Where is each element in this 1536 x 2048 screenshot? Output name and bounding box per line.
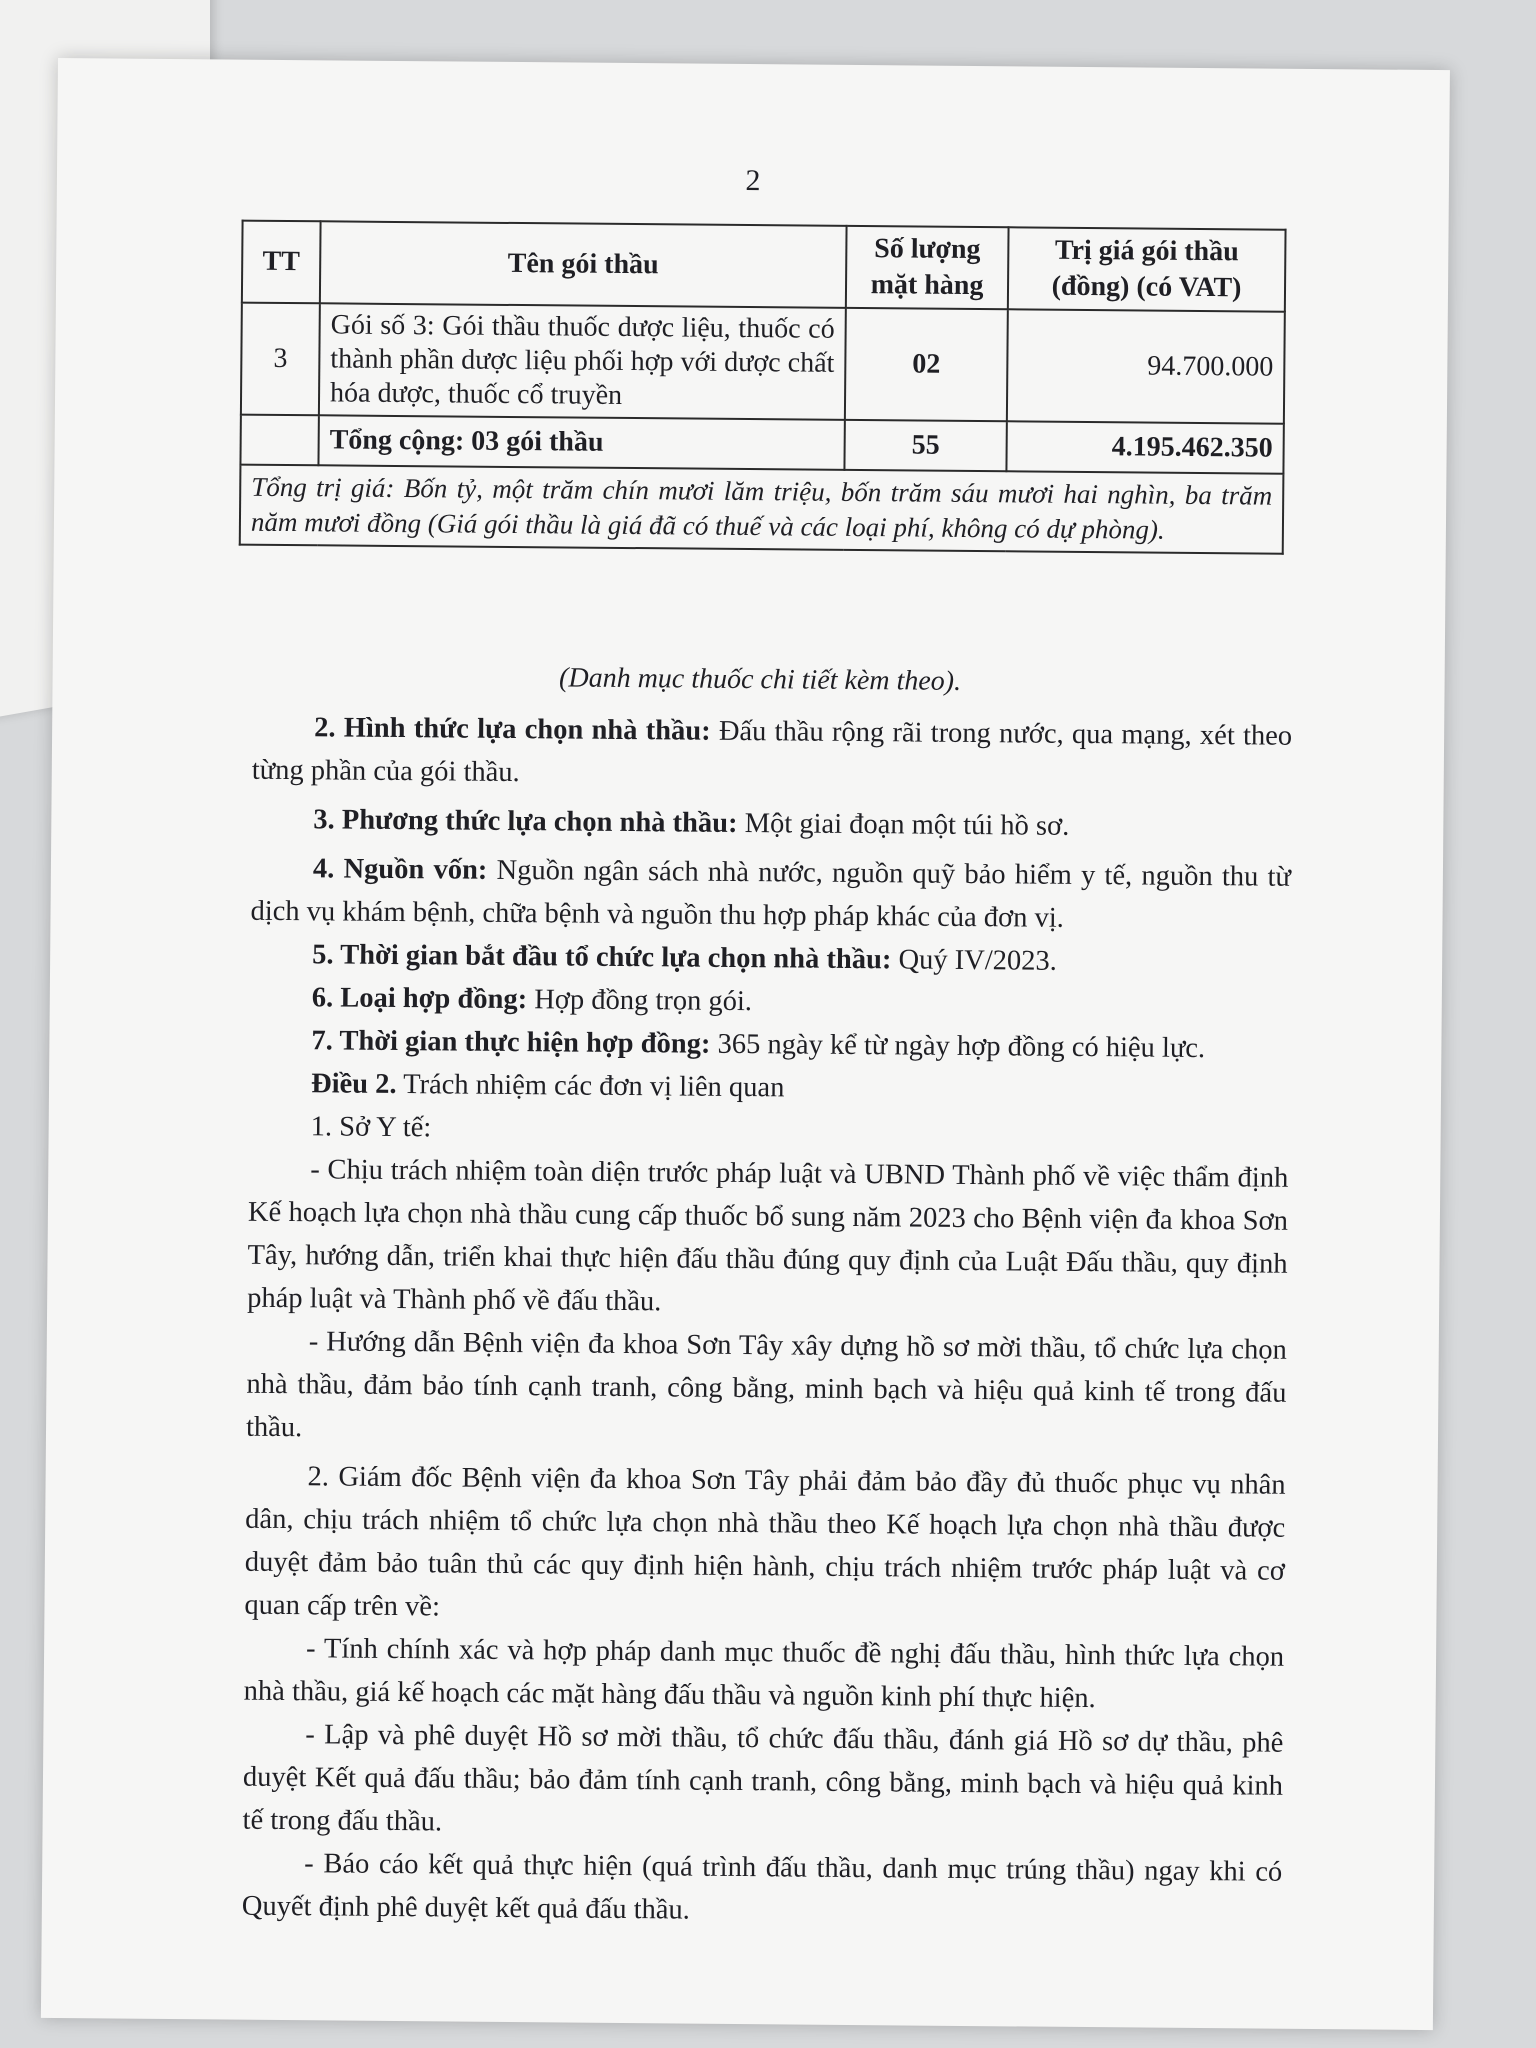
table-note-row bbox=[240, 465, 1284, 554]
total-label: Tổng cộng: 03 gói thầu bbox=[318, 415, 844, 470]
row-name: Gói số 3: Gói thầu thuốc dược liệu, thuốc có thành phần dược liệu phối hợp với dược chất hóa dược, thuốc cổ truyền bbox=[319, 303, 846, 420]
paragraph: - Chịu trách nhiệm toàn diện trước pháp luật và UBND Thành phố về việc thẩm định Kế hoạch lựa chọn nhà thầu cung cấp thuốc bổ sung năm 2023 cho Bệnh viện đa khoa Sơn Tây, hướng dẫn, triển khai thực hiện đấu thầu đúng quy định của Luật Đấu thầu, quy định pháp luật và Thành phố về đấu thầu. bbox=[247, 1154, 1289, 1318]
section-label: 6. Loại hợp đồng: bbox=[311, 982, 528, 1016]
paragraph: - Lập và phê duyệt Hồ sơ mời thầu, tổ chức đấu thầu, đánh giá Hồ sơ dự thầu, phê duyệt Kết quả đấu thầu; bảo đảm tính cạnh tranh, công bằng, minh bạch và hiệu quả kinh tế trong đấu thầu. bbox=[242, 1719, 1284, 1838]
section-text: 365 ngày kể từ ngày hợp đồng có hiệu lực. bbox=[710, 1028, 1206, 1065]
table-header-row bbox=[242, 221, 1286, 312]
table-row bbox=[241, 303, 1285, 424]
total-qty: 55 bbox=[844, 420, 1006, 471]
article-label: Điều 2. bbox=[310, 1068, 397, 1100]
table-total-row bbox=[240, 415, 1283, 474]
section-text: Hợp đồng trọn gói. bbox=[527, 984, 753, 1018]
section-2 bbox=[252, 706, 1293, 801]
total-note: Tổng trị giá: Bốn tỷ, một trăm chín mươi lăm triệu, bốn trăm sáu mươi hai nghìn, ba trăm năm mươi đồng (Giá gói thầu là giá đã có thuế và các loại phí, không có dự phòng). bbox=[240, 465, 1284, 554]
bid-package-table bbox=[239, 220, 1287, 555]
section-label: 3. Phương thức lựa chọn nhà thầu: bbox=[313, 804, 738, 839]
section-3 bbox=[251, 798, 1291, 850]
paragraph: - Tính chính xác và hợp pháp danh mục thuốc đề nghị đấu thầu, hình thức lựa chọn nhà thầu, giá kế hoạch các mặt hàng đấu thầu và nguồn kinh phí thực hiện. bbox=[243, 1633, 1285, 1715]
section-4 bbox=[250, 847, 1291, 942]
section-text: Nguồn ngân sách nhà nước, nguồn quỹ bảo hiểm y tế, nguồn thu từ dịch vụ khám bệnh, chữa bệnh và nguồn thu hợp pháp khác của đơn vị. bbox=[250, 854, 1292, 934]
section-text: Quý IV/2023. bbox=[891, 944, 1057, 977]
table-caption: (Danh mục thuốc chi tiết kèm theo). bbox=[558, 662, 962, 697]
section-text: Một giai đoạn một túi hồ sơ. bbox=[737, 807, 1070, 842]
row-value: 94.700.000 bbox=[1007, 309, 1285, 423]
paragraph: 1. Sở Y tế: bbox=[310, 1111, 432, 1144]
section-text: Đấu thầu rộng rãi trong nước, qua mạng, xét theo từng phần của gói thầu. bbox=[251, 715, 1293, 789]
header-name: Tên gói thầu bbox=[320, 221, 847, 308]
header-qty: Số lượng mặt hàng bbox=[846, 226, 1009, 309]
section-label: 4. Nguồn vốn: bbox=[312, 853, 488, 886]
total-value: 4.195.462.350 bbox=[1006, 421, 1283, 473]
paragraph: 2. Giám đốc Bệnh viện đa khoa Sơn Tây phải đảm bảo đầy đủ thuốc phục vụ nhân dân, chịu trách nhiệm tổ chức lựa chọn nhà thầu theo Kế hoạch lựa chọn nhà thầu được duyệt đảm bảo tuân thủ các quy định hiện hành, chịu trách nhiệm trước pháp luật và cơ quan cấp trên về: bbox=[244, 1461, 1286, 1623]
section-label: 7. Thời gian thực hiện hợp đồng: bbox=[311, 1025, 711, 1060]
paragraph: - Báo cáo kết quả thực hiện (quá trình đấu thầu, danh mục trúng thầu) ngay khi có Quyết định phê duyệt kết quả đấu thầu. bbox=[241, 1848, 1283, 1926]
article-text: Trách nhiệm các đơn vị liên quan bbox=[396, 1068, 785, 1104]
page-number: 2 bbox=[745, 164, 761, 198]
row-qty: 02 bbox=[845, 308, 1008, 421]
header-value: Trị giá gói thầu (đồng) (có VAT) bbox=[1008, 227, 1286, 311]
section-label: 2. Hình thức lựa chọn nhà thầu: bbox=[314, 712, 711, 747]
paragraph: - Hướng dẫn Bệnh viện đa khoa Sơn Tây xây dựng hồ sơ mời thầu, tổ chức lựa chọn nhà thầu, đảm bảo tính cạnh tranh, công bằng, minh bạch và hiệu quả kinh tế trong đấu thầu. bbox=[245, 1326, 1287, 1444]
document-page bbox=[41, 58, 1450, 2030]
row-tt: 3 bbox=[241, 303, 320, 416]
header-tt: TT bbox=[242, 221, 321, 304]
total-tt-cell bbox=[240, 415, 318, 466]
body-text bbox=[242, 700, 1293, 1937]
section-label: 5. Thời gian bắt đầu tổ chức lựa chọn nhà thầu: bbox=[312, 939, 892, 976]
